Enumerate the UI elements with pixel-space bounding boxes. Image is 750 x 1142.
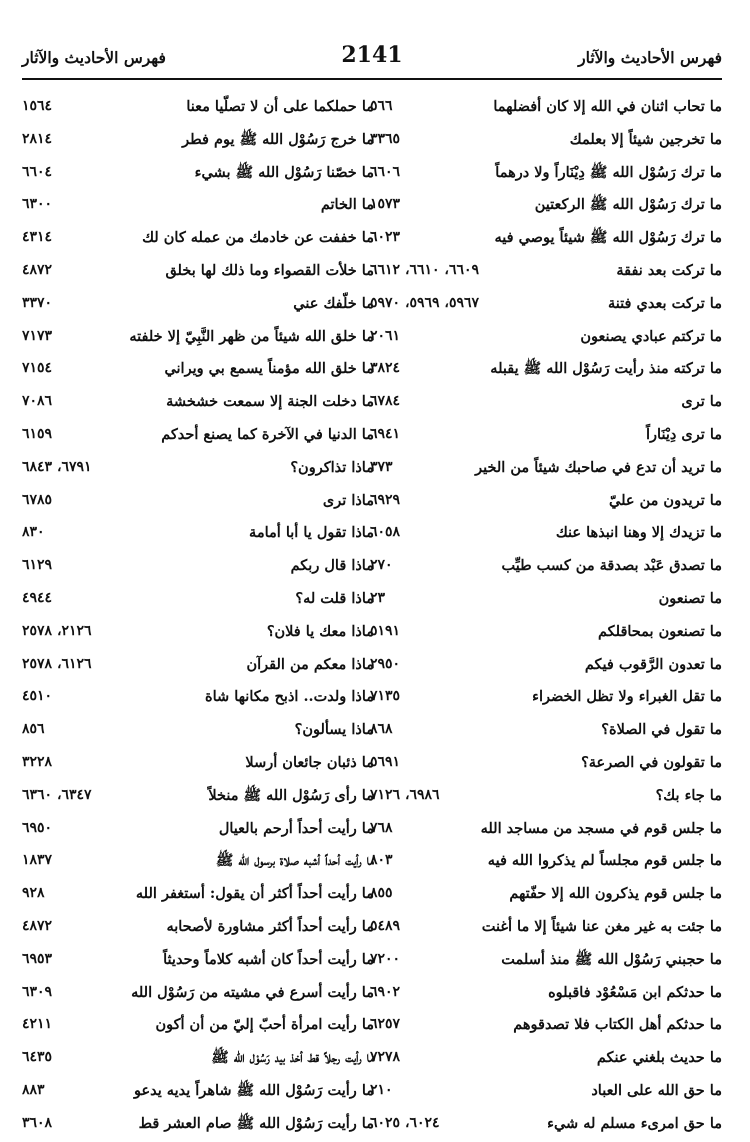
index-entry — [22, 486, 374, 519]
hadith-number: ٦٣٤٧، ٦٣٦٠ — [22, 786, 92, 803]
hadith-incipit: ما جلس قوم مجلساً لم يذكروا الله فيه — [487, 852, 722, 870]
hadith-number: ٦٩٥٠ — [22, 819, 53, 836]
index-entry — [370, 650, 722, 683]
hadith-number: ٦١٢٩ — [22, 557, 53, 574]
index-entry — [370, 158, 722, 191]
hadith-incipit: ما تقول في الصلاة؟ — [601, 721, 722, 739]
hadith-incipit: ما تعدون الرَّقوب فيكم — [584, 655, 722, 673]
hadith-incipit: ما خلّفك عني — [293, 294, 374, 312]
index-entry — [370, 354, 722, 387]
hadith-incipit: ما ترى دِيْنَاراً — [646, 425, 722, 443]
index-entry — [22, 682, 374, 715]
index-entry — [370, 289, 722, 322]
hadith-number: ٣٣٦٥ — [370, 130, 401, 147]
hadith-number: ٩٢٨ — [22, 885, 45, 902]
index-entry — [370, 322, 722, 355]
hadith-incipit: ما تخرجين شيئاً إلا بعلمك — [569, 130, 722, 148]
hadith-incipit: ما جئت به غير مغن عنا شيئاً إلا ما أغنت — [481, 917, 722, 935]
hadith-number: ٦٣٠٩ — [22, 983, 53, 1000]
index-entry — [370, 256, 722, 289]
hadith-incipit: ما حجبني رَسُوْل الله ﷺ منذ أسلمت — [501, 950, 722, 968]
index-entry — [22, 1043, 374, 1076]
index-entry — [22, 256, 374, 289]
hadith-number: ٧٢٧٨ — [370, 1049, 401, 1066]
hadith-number: ٦٧٨٤ — [370, 393, 401, 410]
hadith-number: ٢٨١٤ — [22, 130, 53, 147]
index-entry — [370, 748, 722, 781]
hadith-number: ٤٢١١ — [22, 1016, 53, 1033]
hadith-number: ٥١٩١ — [370, 622, 401, 639]
hadith-number: ٤٩٤٤ — [22, 589, 53, 606]
index-entry — [370, 1109, 722, 1142]
hadith-incipit: ما تقولون في الصرعة؟ — [581, 753, 722, 771]
hadith-incipit: ما خلق الله مؤمناً يسمع بي ويراني — [164, 360, 374, 378]
hadith-number: ٦٠٥٨ — [370, 524, 401, 541]
index-entry — [22, 518, 374, 551]
hadith-number: ٦٢٥٧ — [370, 1016, 401, 1033]
hadith-incipit: ما خلق الله شيئاً من ظهر النَّبِيّ إلا خلفته — [129, 327, 374, 345]
hadith-incipit: ما الدنيا في الآخرة كما يصنع أحدكم — [161, 425, 374, 443]
index-entry — [370, 814, 722, 847]
hadith-incipit: ماذا معك يا فلان؟ — [266, 622, 374, 640]
hadith-incipit: ما تركته منذ رأيت رَسُوْل الله ﷺ يقبله — [490, 360, 722, 378]
hadith-incipit: ما جلس قوم يذكرون الله إلا حفّتهم — [509, 885, 722, 903]
index-entry — [370, 682, 722, 715]
index-entry — [22, 551, 374, 584]
hadith-number: ١٥٧٣ — [370, 196, 401, 213]
hadith-number: ٢١٠ — [370, 1081, 393, 1098]
hadith-number: ٣٢٢٨ — [22, 753, 53, 770]
hadith-number: ٧١٧٣ — [22, 327, 53, 344]
index-entry — [370, 1043, 722, 1076]
hadith-incipit: ما رأيت أحداً أرحم بالعيال — [218, 819, 374, 837]
hadith-incipit: ما تزيدك إلا وهنا انبذها عنك — [555, 524, 722, 542]
hadith-incipit: ما حملكما على أن لا تصلّيا معنا — [186, 98, 374, 115]
hadith-number: ٦٤٣٥ — [22, 1049, 53, 1066]
hadith-number: ٧١٥٤ — [22, 360, 53, 377]
hadith-incipit: ما رأيت رَسُوْل الله ﷺ شاهراً يديه يدعو — [133, 1081, 374, 1099]
hadith-number: ٦٩٨٦، ٧١٢٦ — [370, 786, 440, 803]
index-entry — [370, 1076, 722, 1109]
hadith-incipit: ماذا معكم من القرآن — [246, 655, 374, 673]
index-entry — [22, 289, 374, 322]
index-entry — [22, 912, 374, 945]
hadith-number: ٤٨٧٢ — [22, 917, 53, 934]
index-entry — [370, 453, 722, 486]
hadith-incipit: ماذا قلت له؟ — [295, 589, 374, 607]
index-entry — [22, 453, 374, 486]
hadith-incipit: ما تصنعون — [658, 589, 722, 607]
hadith-number: ٣٨٢٤ — [370, 360, 401, 377]
index-entry — [22, 781, 374, 814]
index-entry — [370, 715, 722, 748]
hadith-number: ٦٠٢٤، ٦٠٢٥ — [370, 1114, 440, 1131]
hadith-number: ٧٢٠٠ — [370, 950, 401, 967]
page-header — [22, 38, 722, 80]
hadith-incipit: ما رأى رَسُوْل الله ﷺ منخلاً — [208, 786, 374, 804]
hadith-incipit: ما تقل الغبراء ولا تظل الخضراء — [532, 688, 722, 706]
hadith-number: ٨٥٦ — [22, 721, 45, 738]
index-entry — [370, 584, 722, 617]
hadith-incipit: ما حق الله على العباد — [591, 1081, 722, 1099]
hadith-number: ٦٧٨٥ — [22, 491, 53, 508]
hadith-number: ٦٦٠٩، ٦٦١٠، ٦٦١٢ — [370, 261, 480, 278]
index-entry — [22, 945, 374, 978]
hadith-number: ٢٠٦١ — [370, 327, 401, 344]
index-entry — [370, 617, 722, 650]
hadith-number: ٢١٢٦، ٢٥٧٨ — [22, 622, 92, 639]
index-entry — [370, 1010, 722, 1043]
hadith-number: ٢٩٥٠ — [370, 655, 401, 672]
hadith-incipit: ما تركت بعدي فتنة — [608, 294, 722, 312]
index-entry — [22, 617, 374, 650]
hadith-incipit: ما رأيت أسرع في مشيته من رَسُوْل الله — [131, 983, 374, 1001]
hadith-number: ٦١٢٦، ٢٥٧٨ — [22, 655, 92, 672]
index-entry — [22, 420, 374, 453]
hadith-incipit: ما رأيت أحداً أكثر مشاورة لأصحابه — [166, 917, 374, 935]
hadith-incipit: ما رأيت أحداً كان أشبه كلاماً وحديثاً — [163, 950, 374, 968]
index-entry — [370, 945, 722, 978]
hadith-number: ٦٦٠٤ — [22, 163, 53, 180]
hadith-incipit: ما رأيت رجلاً قط أخذ بيد رَسُوْل الله ﷺ — [211, 1049, 374, 1067]
hadith-incipit: ما رأيت امرأة أحبّ إليّ من أن أكون — [155, 1016, 374, 1034]
index-entry — [370, 223, 722, 256]
hadith-incipit: ما حدثكم أهل الكتاب فلا تصدقوهم — [513, 1016, 722, 1034]
index-entry — [22, 748, 374, 781]
hadith-number: ٣٦٠٨ — [22, 1114, 53, 1131]
index-entry — [370, 978, 722, 1011]
hadith-incipit: ما خلأت القصواء وما ذلك لها بخلق — [165, 261, 374, 279]
index-entry — [370, 912, 722, 945]
hadith-number: ٣٣٧٠ — [22, 294, 53, 311]
hadith-number: ٦٦٠٦ — [370, 163, 401, 180]
hadith-number: ٨٨٣ — [22, 1081, 45, 1098]
hadith-number: ٦٩٢٩ — [370, 491, 401, 508]
hadith-incipit: ما رأيت أحداً أكثر أن يقول: أستغفر الله — [135, 885, 374, 903]
index-entry — [22, 584, 374, 617]
hadith-incipit: ما ترى — [681, 393, 722, 411]
hadith-number: ١٥٦٤ — [22, 98, 53, 114]
hadith-number: ٦٠٢٣ — [370, 229, 401, 246]
hadith-number: ٤٨٧٢ — [22, 261, 53, 278]
index-column-left — [22, 92, 374, 1142]
index-entry — [22, 158, 374, 191]
hadith-number: ٦٩٠٢ — [370, 983, 401, 1000]
hadith-number: ٧٠٨٦ — [22, 393, 53, 410]
hadith-number: ٦٩٥٣ — [22, 950, 53, 967]
hadith-number: ١٨٣٧ — [22, 852, 53, 869]
index-entry — [22, 846, 374, 879]
hadith-number: ٧١٣٥ — [370, 688, 401, 705]
hadith-number: ٥٩٦٧، ٥٩٦٩، ٥٩٧٠ — [370, 294, 480, 311]
index-entry — [370, 518, 722, 551]
hadith-incipit: ماذا قال ربكم — [290, 557, 374, 575]
hadith-incipit: ما الخاتم — [320, 196, 374, 214]
index-entry — [22, 125, 374, 158]
index-entry — [370, 92, 722, 125]
hadith-incipit: ما تحاب اثنان في الله إلا كان أفضلهما — [493, 98, 722, 115]
hadith-incipit: ماذا تقول يا أبا أمامة — [249, 524, 374, 542]
hadith-incipit: ما تريدون من عليّ — [608, 491, 722, 509]
index-entry — [370, 387, 722, 420]
hadith-incipit: ما رأيت رَسُوْل الله ﷺ صام العشر قط — [138, 1114, 374, 1132]
hadith-number: ٢٣ — [370, 589, 386, 606]
hadith-number: ٦٩٤١ — [370, 425, 401, 442]
index-entry — [22, 190, 374, 223]
hadith-incipit: ما ذئبان جائعان أرسلا — [245, 753, 374, 771]
hadith-incipit: ما حق امرىء مسلم له شيء — [547, 1114, 722, 1132]
hadith-number: ٣٧٣ — [370, 458, 393, 475]
hadith-incipit: ما حدثكم ابن مَسْعُوْد فاقبلوه — [548, 983, 722, 1001]
hadith-number: ٦٣٠٠ — [22, 196, 53, 213]
hadith-incipit: ما ترك رَسُوْل الله ﷺ دِيْنَاراً ولا درهماً — [495, 163, 722, 181]
hadith-number: ٨٣٠ — [22, 524, 45, 541]
hadith-number: ٤٥١٠ — [22, 688, 53, 705]
index-entry — [370, 846, 722, 879]
hadith-incipit: ما تركت بعد نفقة — [616, 261, 722, 279]
hadith-incipit: ما تصدق عَبْد بصدقة من كسب طيِّب — [501, 557, 722, 575]
index-entry — [22, 879, 374, 912]
hadith-number: ٨٠٣ — [370, 852, 393, 869]
hadith-incipit: ما جاء بك؟ — [655, 786, 722, 804]
hadith-number: ٥٦٦ — [370, 98, 393, 114]
index-entry — [370, 190, 722, 223]
index-entry — [370, 551, 722, 584]
hadith-number: ٥٦٩١ — [370, 753, 401, 770]
hadith-number: ٦١٥٩ — [22, 425, 53, 442]
page-number: 2141 — [341, 42, 403, 68]
index-entry — [22, 354, 374, 387]
index-entry — [370, 420, 722, 453]
index-entry — [370, 125, 722, 158]
hadith-incipit: ما ترك رَسُوْل الله ﷺ شيئاً يوصي فيه — [494, 229, 722, 247]
index-column-right — [370, 92, 722, 1142]
hadith-incipit: ما تصنعون بمحاقلكم — [598, 622, 722, 640]
hadith-incipit: ما حديث بلغني عنكم — [596, 1049, 722, 1067]
hadith-number: ٨٥٥ — [370, 885, 393, 902]
hadith-number: ٤٣١٤ — [22, 229, 53, 246]
index-entry — [370, 781, 722, 814]
index-entry — [22, 1010, 374, 1043]
index-entry — [22, 978, 374, 1011]
running-title-right: فهرس الأحاديث والآثار — [578, 48, 722, 67]
hadith-incipit: ماذا ولدت.. اذبح مكانها شاة — [204, 688, 374, 706]
hadith-number: ٢٧٠ — [370, 557, 393, 574]
hadith-incipit: ما رأيت أحداً أشبه صلاة برسول الله ﷺ — [215, 852, 374, 870]
hadith-incipit: ما خصّنا رَسُوْل الله ﷺ بشيء — [194, 163, 374, 181]
hadith-incipit: ماذا ترى — [322, 491, 374, 509]
hadith-incipit: ماذا تذاكرون؟ — [290, 458, 374, 476]
hadith-incipit: ما خففت عن خادمك من عمله كان لك — [142, 229, 374, 247]
index-entry — [22, 1076, 374, 1109]
index-entry — [22, 92, 374, 125]
index-entry — [22, 715, 374, 748]
hadith-incipit: ما ترك رَسُوْل الله ﷺ الركعتين — [534, 196, 722, 214]
hadith-number: ٦٧٩١، ٦٨٤٣ — [22, 458, 92, 475]
hadith-incipit: ما تريد أن تدع في صاحبك شيئاً من الخير — [475, 458, 722, 476]
hadith-number: ٧٦٨ — [370, 819, 393, 836]
hadith-incipit: ما جلس قوم في مسجد من مساجد الله — [480, 819, 722, 837]
index-entry — [22, 322, 374, 355]
index-entry — [22, 223, 374, 256]
hadith-incipit: ماذا يسألون؟ — [294, 721, 374, 739]
hadith-number: ٥٤٨٩ — [370, 917, 401, 934]
hadith-incipit: ما خرج رَسُوْل الله ﷺ يوم فطر — [182, 130, 374, 148]
hadith-number: ٨٦٨ — [370, 721, 393, 738]
index-entry — [22, 387, 374, 420]
index-entry — [22, 650, 374, 683]
index-entry — [370, 879, 722, 912]
index-entry — [22, 1109, 374, 1142]
running-title-left: فهرس الأحاديث والآثار — [22, 48, 166, 67]
hadith-incipit: ما تركتم عبادي يصنعون — [580, 327, 722, 345]
hadith-incipit: ما دخلت الجنة إلا سمعت خشخشة — [166, 393, 374, 411]
index-entry — [370, 486, 722, 519]
index-entry — [22, 814, 374, 847]
